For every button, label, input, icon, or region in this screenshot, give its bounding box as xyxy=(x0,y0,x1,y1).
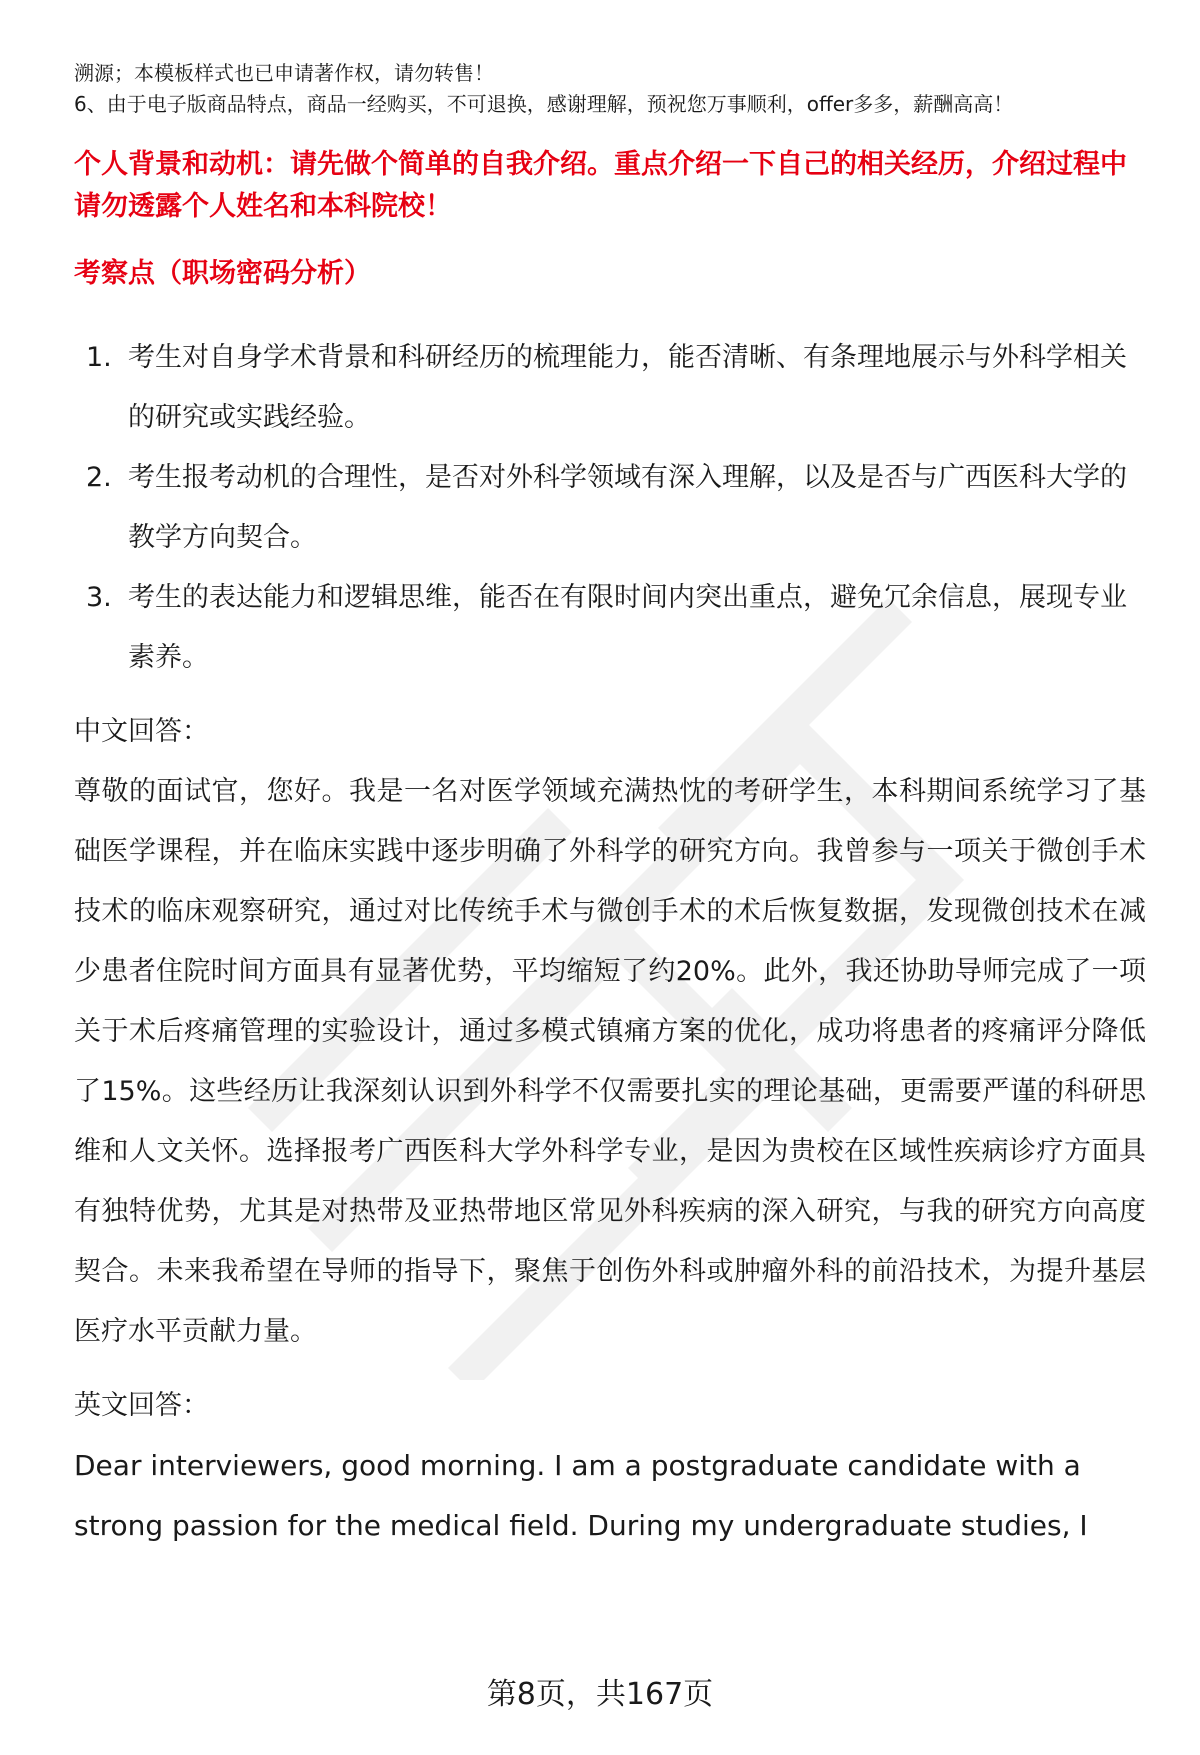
notice-block xyxy=(74,58,1146,120)
point-text: 考生对自身学术背景和科研经历的梳理能力，能否清晰、有条理地展示与外科学相关的研究或实践经验。 xyxy=(128,342,1127,433)
notice-line-1: 溯源；本模板样式也已申请著作权，请勿转售！ xyxy=(74,61,494,85)
english-answer-label: 英文回答： xyxy=(74,1390,209,1421)
analysis-point xyxy=(74,448,1146,568)
point-number: 2. xyxy=(86,462,112,493)
analysis-point xyxy=(74,568,1146,688)
analysis-heading: 考察点（职场密码分析） xyxy=(74,258,371,289)
document-page xyxy=(74,58,1146,1556)
english-answer-text: Dear interviewers, good morning. I am a postgraduate candidate with a strong passion for the medical field. During my undergraduate studies, I xyxy=(74,1449,1088,1542)
page-number-footer: 第8页，共167页 xyxy=(486,1677,714,1712)
point-text: 考生的表达能力和逻辑思维，能否在有限时间内突出重点，避免冗余信息，展现专业素养。 xyxy=(128,582,1127,673)
question-title: 个人背景和动机：请先做个简单的自我介绍。重点介绍一下自己的相关经历，介绍过程中请勿透露个人姓名和本科院校！ xyxy=(74,149,1127,222)
point-number: 3. xyxy=(86,582,112,613)
chinese-answer-text: 尊敬的面试官，您好。我是一名对医学领域充满热忱的考研学生，本科期间系统学习了基础医学课程，并在临床实践中逐步明确了外科学的研究方向。我曾参与一项关于微创手术技术的临床观察研究，通过对比传统手术与微创手术的术后恢复数据，发现微创技术在减少患者住院时间方面具有显著优势，平均缩短了约20%。此外，我还协助导师完成了一项关于术后疼痛管理的实验设计，通过多模式镇痛方案的优化，成功将患者的疼痛评分降低了15%。这些经历让我深刻认识到外科学不仅需要扎实的理论基础，更需要严谨的科研思维和人文关怀。选择报考广西医科大学外科学专业，是因为贵校在区域性疾病诊疗方面具有独特优势，尤其是对热带及亚热带地区常见外科疾病的深入研究，与我的研究方向高度契合。未来我希望在导师的指导下，聚焦于创伤外科或肿瘤外科的前沿技术，为提升基层医疗水平贡献力量。 xyxy=(74,776,1146,1347)
notice-line-2: 6、由于电子版商品特点，商品一经购买，不可退换，感谢理解，预祝您万事顺利，offer多多，薪酬高高！ xyxy=(74,92,1014,116)
point-number: 1. xyxy=(86,342,112,373)
analysis-point xyxy=(74,328,1146,448)
chinese-answer-label: 中文回答： xyxy=(74,716,209,747)
analysis-point-list xyxy=(74,328,1146,688)
point-text: 考生报考动机的合理性，是否对外科学领域有深入理解，以及是否与广西医科大学的教学方向契合。 xyxy=(128,462,1127,553)
